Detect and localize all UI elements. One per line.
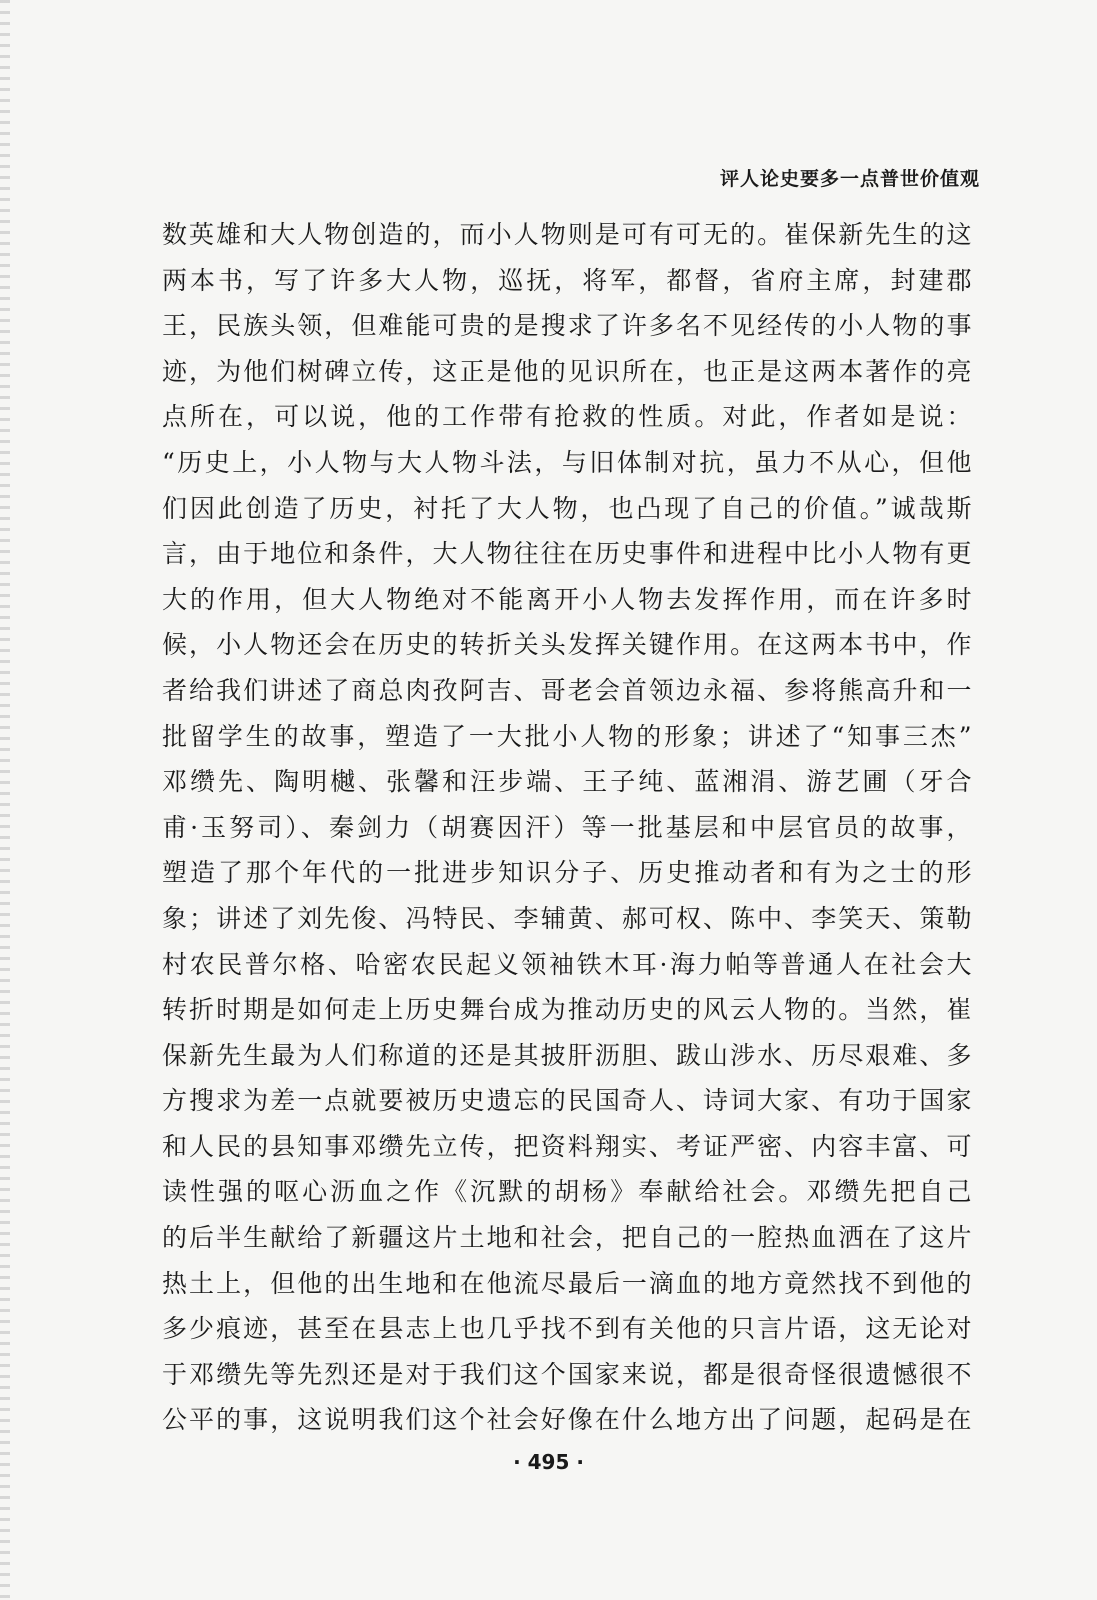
text-line: 读性强的呕心沥血之作《沉默的胡杨》奉献给社会。邓缵先把自己 xyxy=(162,1177,972,1207)
text-line: 候，小人物还会在历史的转折关头发挥关键作用。在这两本书中，作 xyxy=(162,630,972,660)
scan-binding-edge xyxy=(0,0,10,1600)
text-line: 和人民的县知事邓缵先立传，把资料翔实、考证严密、内容丰富、可 xyxy=(162,1131,972,1161)
text-line: 邓缵先、陶明樾、张馨和汪步端、王子纯、蓝湘涓、游艺圃（牙合 xyxy=(162,767,972,797)
text-line: 保新先生最为人们称道的还是其披肝沥胆、跋山涉水、历尽艰难、多 xyxy=(162,1040,972,1070)
text-line: 两本书，写了许多大人物，巡抚，将军，都督，省府主席，封建郡 xyxy=(162,265,972,295)
running-header: 评人论史要多一点普世价值观 xyxy=(719,168,980,190)
text-line: 大的作用，但大人物绝对不能离开小人物去发挥作用，而在许多时 xyxy=(162,584,972,614)
text-line: 热土上，但他的出生地和在他流尽最后一滴血的地方竟然找不到他的 xyxy=(162,1268,972,1298)
text-line: 甫·玉努司）、秦剑力（胡赛因汗）等一批基层和中层官员的故事， xyxy=(162,812,972,842)
text-line: 王，民族头领，但难能可贵的是搜求了许多名不见经传的小人物的事 xyxy=(162,311,972,341)
text-line: 批留学生的故事，塑造了一大批小人物的形象；讲述了“知事三杰” xyxy=(162,721,972,751)
page-number: · 495 · xyxy=(513,1450,584,1474)
text-line: 转折时期是如何走上历史舞台成为推动历史的风云人物的。当然，崔 xyxy=(162,995,972,1025)
text-line: “历史上，小人物与大人物斗法，与旧体制对抗，虽力不从心，但他 xyxy=(162,447,972,477)
text-line: 的后半生献给了新疆这片土地和社会，把自己的一腔热血洒在了这片 xyxy=(162,1223,972,1253)
text-line: 们因此创造了历史，衬托了大人物，也凸现了自己的价值。”诚哉斯 xyxy=(162,493,972,523)
text-line: 于邓缵先等先烈还是对于我们这个国家来说，都是很奇怪很遗憾很不 xyxy=(162,1359,972,1389)
text-line: 公平的事，这说明我们这个社会好像在什么地方出了问题，起码是在 xyxy=(162,1405,972,1435)
text-line: 点所在，可以说，他的工作带有抢救的性质。对此，作者如是说： xyxy=(162,402,972,432)
text-line: 方搜求为差一点就要被历史遗忘的民国奇人、诗词大家、有功于国家 xyxy=(162,1086,972,1116)
text-line: 言，由于地位和条件，大人物往往在历史事件和进程中比小人物有更 xyxy=(162,539,972,569)
text-line: 数英雄和大人物创造的，而小人物则是可有可无的。崔保新先生的这 xyxy=(162,220,972,249)
text-line: 者给我们讲述了商总肉孜阿吉、哥老会首领边永福、参将熊高升和一 xyxy=(162,675,972,705)
text-line: 村农民普尔格、哈密农民起义领袖铁木耳·海力帕等普通人在社会大 xyxy=(162,949,972,979)
text-line: 塑造了那个年代的一批进步知识分子、历史推动者和有为之士的形 xyxy=(162,858,972,888)
body-text xyxy=(162,212,972,1443)
text-line: 迹，为他们树碑立传，这正是他的见识所在，也正是这两本著作的亮 xyxy=(162,356,972,386)
text-line: 象；讲述了刘先俊、冯特民、李辅黄、郝可权、陈中、李笑天、策勒 xyxy=(162,903,972,933)
text-line: 多少痕迹，甚至在县志上也几乎找不到有关他的只言片语，这无论对 xyxy=(162,1314,972,1344)
